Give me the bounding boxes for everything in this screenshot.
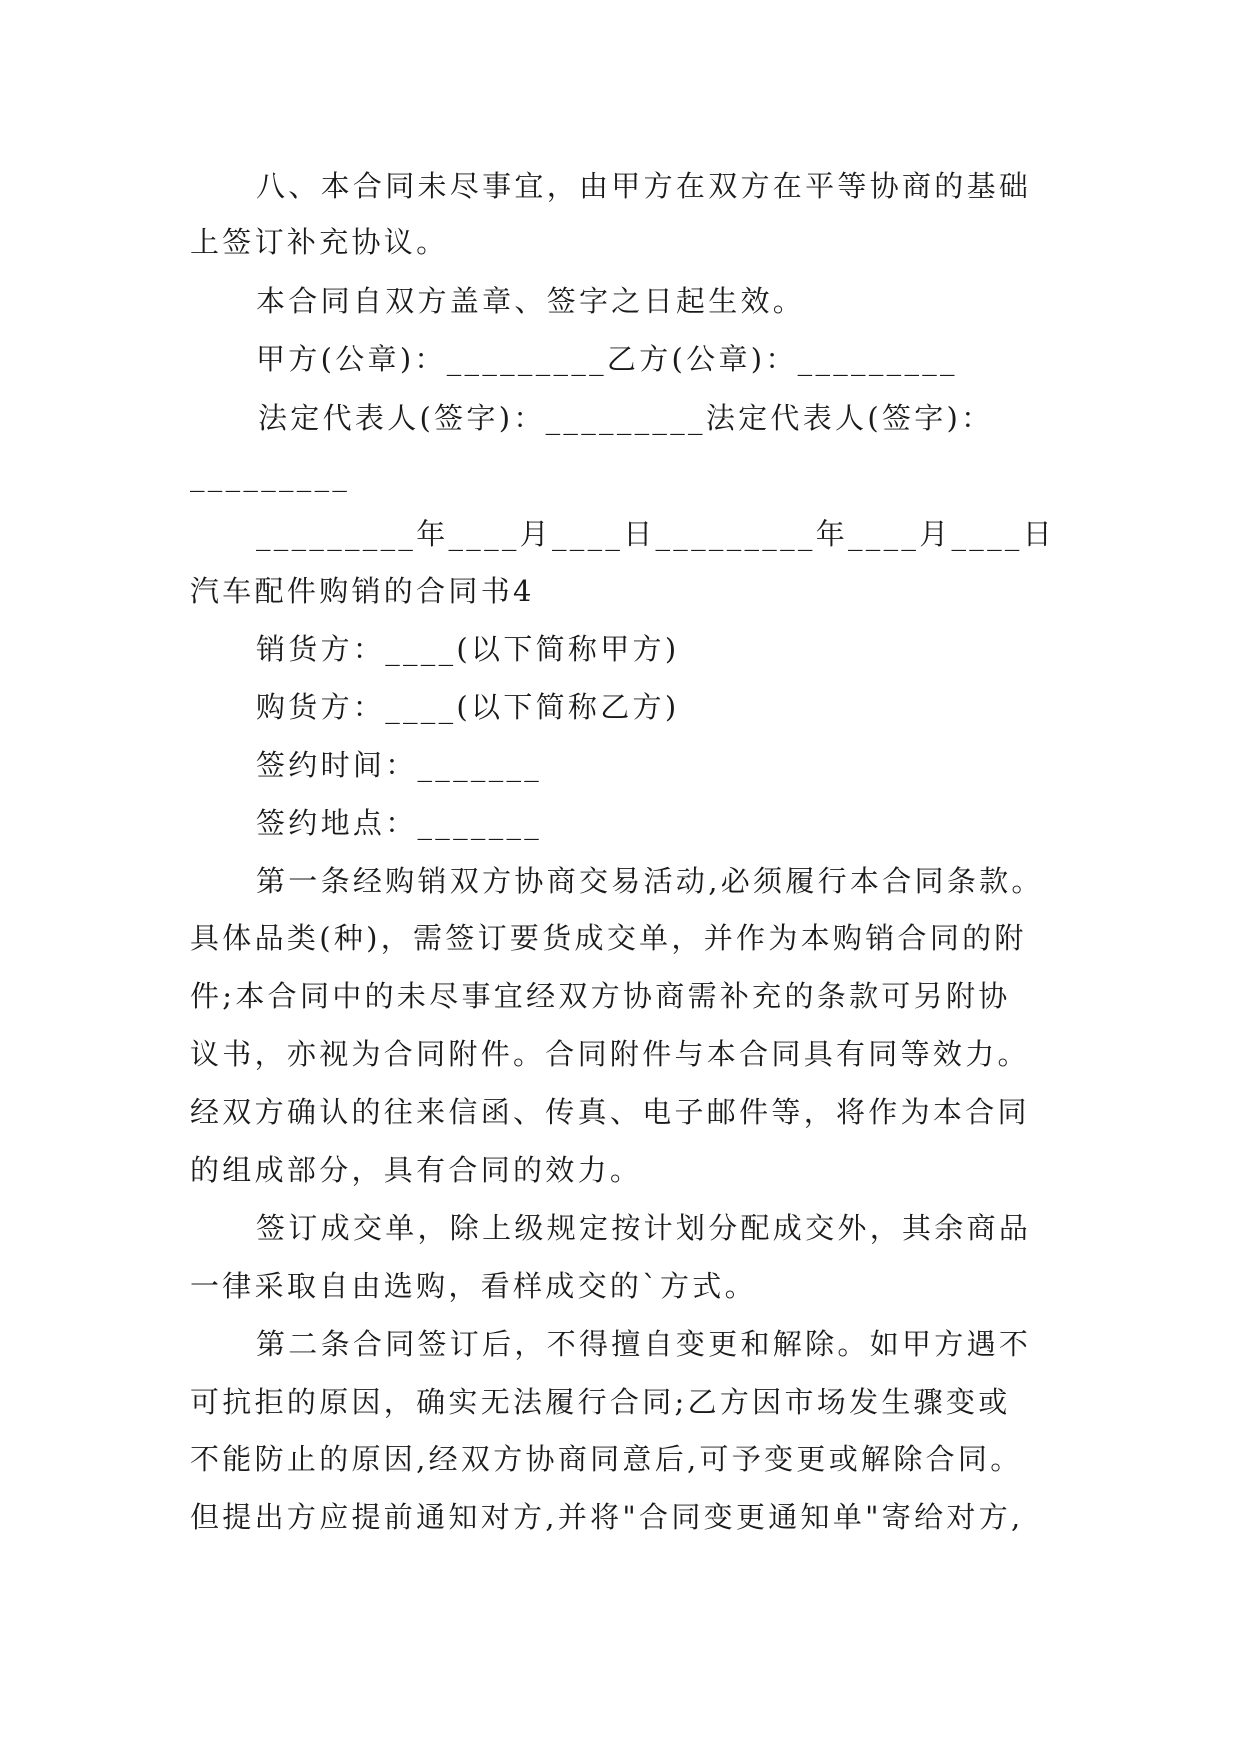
order-line-2: 一律采取自由选购，看样成交的`方式。 — [190, 1269, 757, 1303]
order-line-1: 签订成交单，除上级规定按计划分配成交外，其余商品 — [256, 1211, 1032, 1245]
date-line: _________年____月____日_________年____月____日 — [256, 517, 1055, 551]
buyer-line: 购货方：____(以下简称乙方) — [256, 690, 680, 724]
article-1-line-2: 具体品类(种)，需签订要货成交单，并作为本购销合同的附 — [190, 921, 1027, 955]
article-1-line-5: 经双方确认的往来信函、传真、电子邮件等，将作为本合同 — [190, 1095, 1030, 1129]
effective-clause: 本合同自双方盖章、签字之日起生效。 — [256, 284, 806, 318]
signature-line: 法定代表人(签字)：_________法定代表人(签字)： — [258, 401, 994, 435]
article-2-line-4: 但提出方应提前通知对方,并将"合同变更通知单"寄给对方, — [190, 1500, 1024, 1534]
article-1-line-3: 件;本合同中的未尽事宜经双方协商需补充的条款可另附协 — [190, 979, 1011, 1013]
seal-line: 甲方(公章)：_________乙方(公章)：_________ — [256, 342, 958, 376]
sign-place-line: 签约地点：_______ — [256, 806, 543, 840]
article-2-line-1: 第二条合同签订后，不得擅自变更和解除。如甲方遇不 — [256, 1327, 1032, 1361]
signature-blank: _________ — [190, 458, 351, 492]
article-1-line-4: 议书，亦视为合同附件。合同附件与本合同具有同等效力。 — [190, 1037, 1030, 1071]
contract-title: 汽车配件购销的合同书4 — [190, 574, 535, 608]
article-2-line-3: 不能防止的原因,经双方协商同意后,可予变更或解除合同。 — [190, 1442, 1023, 1476]
article-1-line-6: 的组成部分，具有合同的效力。 — [190, 1153, 643, 1187]
clause-8-line-1: 八、本合同未尽事宜，由甲方在双方在平等协商的基础 — [256, 169, 1032, 203]
seller-line: 销货方：____(以下简称甲方) — [256, 632, 680, 666]
clause-8-line-2: 上签订补充协议。 — [190, 225, 449, 259]
article-1-line-1: 第一条经购销双方协商交易活动,必须履行本合同条款。 — [256, 864, 1044, 898]
article-2-line-2: 可抗拒的原因，确实无法履行合同;乙方因市场发生骤变或 — [190, 1385, 1011, 1419]
sign-time-line: 签约时间：_______ — [256, 748, 543, 782]
